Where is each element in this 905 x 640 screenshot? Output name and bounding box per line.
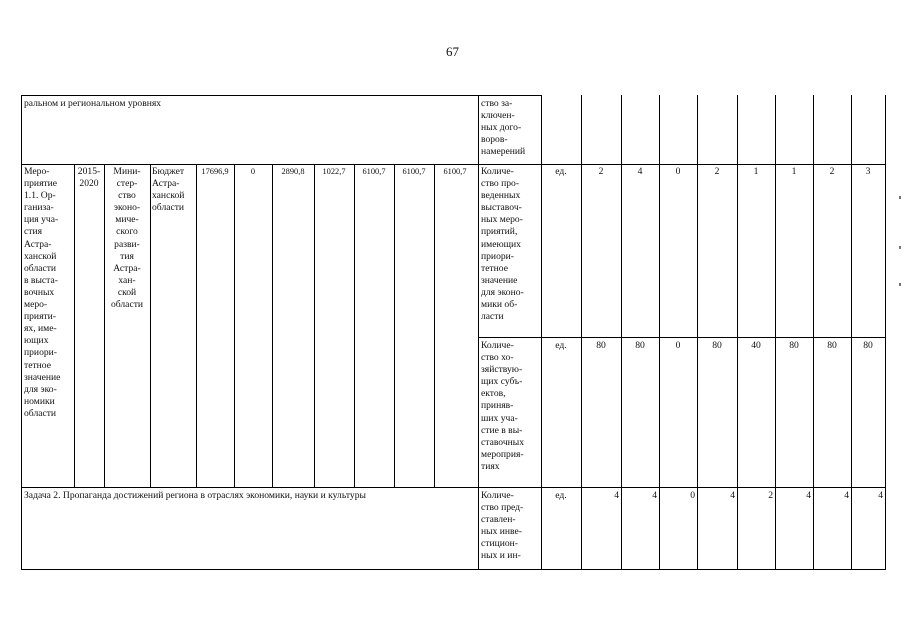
task-2-title: Задача 2. Пропаганда достижений региона в отраслях экономики, науки и культуры (24, 490, 366, 501)
column-separator (478, 95, 479, 570)
column-separator (150, 164, 151, 488)
column-separator (621, 95, 622, 570)
column-separator (434, 164, 435, 488)
column-separator (659, 95, 660, 570)
column-separator (851, 95, 852, 570)
task-2-indicator: Количе- ство пред- ставлен- ных инве- стицион- ных и ин- (481, 490, 524, 562)
scan-mark (899, 246, 901, 249)
table-border-left (21, 95, 22, 570)
continuation-text: ральном и региональном уровнях (24, 98, 162, 109)
indicator-2-value: 40 (751, 340, 761, 351)
row-separator (478, 337, 885, 338)
task-2-value: 2 (768, 490, 773, 501)
column-separator (775, 95, 776, 570)
indicator-1-unit: ед. (555, 166, 567, 177)
amount-2018: 6100,7 (362, 167, 386, 176)
column-separator (104, 164, 105, 488)
table-border-right (885, 95, 886, 570)
column-separator (314, 164, 315, 488)
indicator-2-value: 80 (827, 340, 837, 351)
page-number: 67 (446, 44, 459, 59)
continuation-indicator: ство за- ключен- ных дого- воров- намерений (481, 98, 526, 158)
scan-mark (899, 196, 901, 199)
column-separator (272, 164, 273, 488)
indicator-2-value: 80 (789, 340, 799, 351)
column-separator (813, 95, 814, 570)
task-2-value: 4 (652, 490, 657, 501)
column-separator (394, 164, 395, 488)
indicator-2-unit: ед. (555, 340, 567, 351)
indicator-1-value: 2 (598, 166, 604, 177)
column-separator (737, 95, 738, 570)
amount-2017: 1022,7 (322, 167, 346, 176)
column-separator (541, 95, 542, 570)
indicator-1-value: 0 (675, 166, 681, 177)
task-2-value: 4 (614, 490, 619, 501)
amount-2016: 2890,8 (281, 167, 305, 176)
task-2-value: 4 (806, 490, 811, 501)
indicator-2-value: 80 (863, 340, 873, 351)
column-separator (581, 95, 582, 570)
indicator-2-value: 80 (635, 340, 645, 351)
table-border-bottom (21, 569, 885, 570)
amount-total: 17696,9 (201, 167, 229, 176)
indicator-1-value: 3 (865, 166, 871, 177)
column-separator (697, 95, 698, 570)
scan-mark (899, 283, 901, 286)
indicator-2-value: 80 (712, 340, 722, 351)
table-border-top (21, 95, 542, 96)
column-separator (196, 164, 197, 488)
indicator-2-value: 80 (596, 340, 606, 351)
indicator-1-value: 1 (791, 166, 797, 177)
indicator-1-value: 2 (829, 166, 835, 177)
measure-period: 2015- 2020 (77, 166, 101, 190)
amount-2019: 6100,7 (402, 167, 426, 176)
indicator-1-value: 1 (753, 166, 759, 177)
measure-funding-source: Бюджет Астра- ханской области (152, 166, 185, 214)
indicator-1-value: 4 (637, 166, 643, 177)
measure-executor: Мини- стер- ство эконо- миче- ского разви- тия Астра- хан- ской области (110, 166, 144, 311)
indicator-2-text: Количе- ство хо- зяйствую- щих субъ- ектов, приняв- ших уча- стие в вы- ставочных мероприя- тиях (481, 340, 525, 472)
column-separator (234, 164, 235, 488)
amount-2015: 0 (250, 167, 256, 176)
task-2-value: 0 (690, 490, 695, 501)
indicator-2-value: 0 (675, 340, 681, 351)
task-2-value: 4 (878, 490, 883, 501)
column-separator (74, 164, 75, 488)
column-separator (354, 164, 355, 488)
indicator-1-value: 2 (714, 166, 720, 177)
task-2-value: 4 (844, 490, 849, 501)
task-2-unit: ед. (555, 490, 567, 501)
amount-2020: 6100,7 (443, 167, 467, 176)
indicator-1-text: Количе- ство про- веденных выставоч- ных меро- приятий, имеющих приори- тетное значение для эконо- мики об- ласти (481, 166, 524, 323)
task-2-value: 4 (730, 490, 735, 501)
measure-name: Меро- приятие 1.1. Ор- ганиза- ция уча- стия Астра- ханской области в выста- вочных меро- прияти- ях, име- ющих приори- тетное значение для эко- номики области (24, 166, 61, 419)
